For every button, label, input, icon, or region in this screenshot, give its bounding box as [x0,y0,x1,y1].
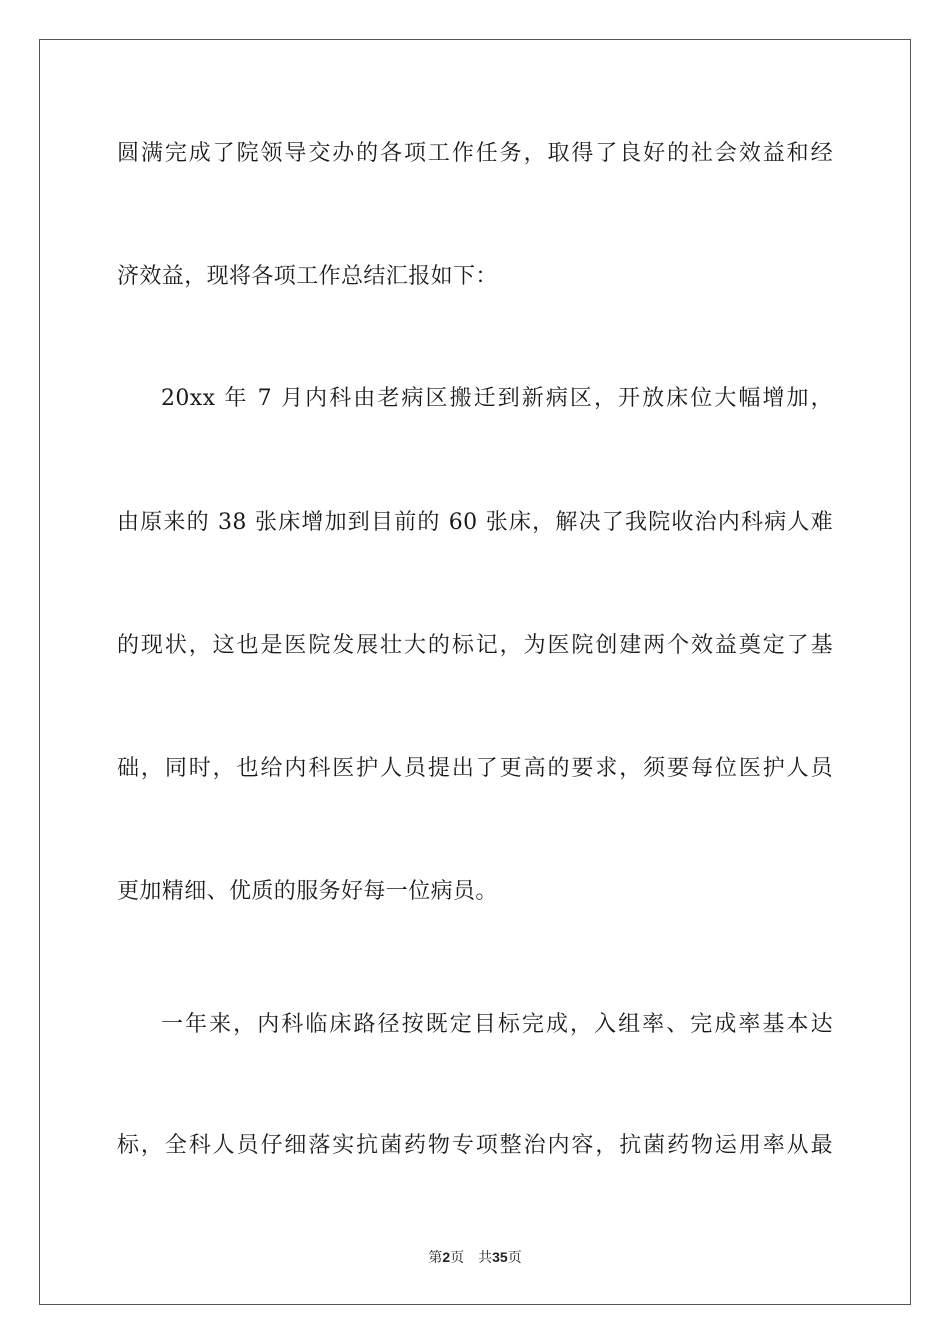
text-line: 更加精细、优质的服务好每一位病员。 [117,879,498,904]
page-suffix: 页 [450,1250,465,1266]
text-line: 础，同时，也给内科医护人员提出了更高的要求，须要每位医护人员 [117,756,833,781]
text-line: 圆满完成了院领导交办的各项工作任务，取得了良好的社会效益和经 [117,141,833,166]
page-footer [0,1247,950,1268]
text-line: 标，全科人员仔细落实抗菌药物专项整治内容，抗菌药物运用率从最 [117,1133,833,1158]
total-pages: 35 [492,1249,508,1265]
paragraph-first-line: 20xx 年 7 月内科由老病区搬迁到新病区，开放床位大幅增加， [161,386,833,411]
page-number: 2 [442,1249,451,1265]
total-suffix: 页 [507,1250,522,1266]
paragraph-first-line: 一年来，内科临床路径按既定目标完成，入组率、完成率基本达 [161,1012,833,1037]
page-prefix: 第 [428,1250,443,1266]
text-line: 的现状，这也是医院发展壮大的标记，为医院创建两个效益奠定了基 [117,633,833,658]
text-line: 由原来的 38 张床增加到目前的 60 张床，解决了我院收治内科病人难 [117,510,833,535]
total-prefix: 共 [478,1250,493,1266]
page-border [39,39,911,1305]
text-line: 济效益，现将各项工作总结汇报如下： [117,264,498,289]
